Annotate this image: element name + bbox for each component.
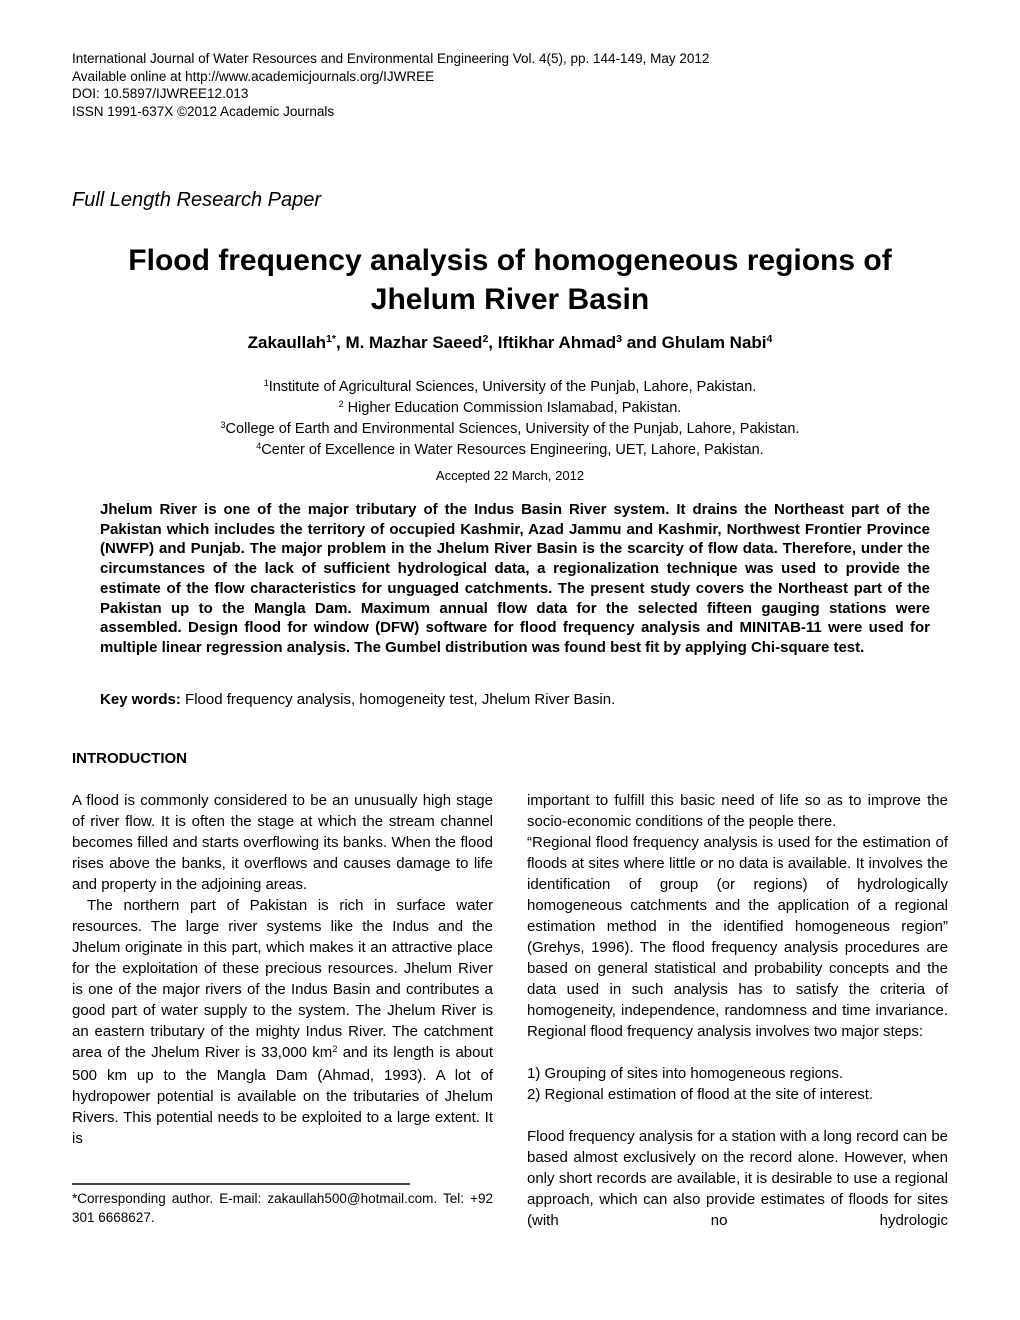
paragraph: “Regional flood frequency analysis is used for the estimation of floods at sites where little or no data is available. It involves the identification of group (or regions) of hydrologically homogeneous catchments and the application of a regional estimation method in the identified homogeneous region” (Grehys, 1996). The flood frequency analysis procedures are based on general statistical and probability concepts and the data used in such analysis has to satisfy the criteria of homogeneity, independence, randomness and time invariance. Regional flood frequency analysis involves two major steps:	[527, 834, 948, 1040]
keywords-label: Key words:	[100, 691, 181, 708]
superscript: 2	[332, 1043, 338, 1054]
journal-header-url: Available online at http://www.academicjournals.org/IJWREE	[72, 68, 435, 84]
right-column	[527, 790, 948, 1231]
article-title-line2: Jhelum River Basin	[370, 283, 650, 316]
affiliation-marker: 3	[220, 420, 226, 431]
affiliation-marker: 1	[263, 378, 269, 389]
paragraph	[72, 895, 493, 1149]
keywords-line	[100, 691, 930, 708]
paragraph-text: The northern part of Pakistan is rich in surface water resources. The large river systems like the Indus and the Jhelum originate in this part, which makes it an attractive place for the exploitation of these precious resources. Jhelum River is one of the major rivers of the Indus Basin and contributes a good part of water supply to the system. The Jhelum River is an eastern tributary of the mighty Indus River. The catchment area of the Jhelum River is 33,000 km	[72, 897, 493, 1061]
paragraph-text: and its length is about 500 km up to the Mangla Dam (Ahmad, 1993). A lot of hydropower potential is available on the tributaries of Jhelum Rivers. This potential needs to be exploited to a large extent. It is	[72, 1044, 493, 1147]
list-item: 1) Grouping of sites into homogeneous regions.	[527, 1065, 844, 1082]
affiliation-text: College of Earth and Environmental Sciences, University of the Punjab, Lahore, Pakistan.	[225, 421, 800, 437]
affiliation	[72, 419, 948, 440]
paragraph: A flood is commonly considered to be an unusually high stage of river flow. It is often the stage at which the stream channel becomes filled and starts overflowing its banks. When the flood rises above the banks, it overflows and causes damage to life and property in the adjoining areas.	[72, 792, 493, 893]
affiliation-text: Higher Education Commission Islamabad, Pakistan.	[343, 400, 682, 416]
footnote-rule	[72, 1183, 410, 1185]
author-affiliation-marker: 2	[482, 333, 489, 346]
abstract-text: Jhelum River is one of the major tributary of the Indus Basin River system. It drains the Northeast part of the Pakistan which includes the territory of occupied Kashmir, Azad Jammu and Kashmir, Northwest Frontier Province (NWFP) and Punjab. The major problem in the Jhelum River Basin is the scarcity of flow data. Therefore, under the circumstances of the lack of sufficient hydrological data, a regionalization technique was used to provide the estimate of the flow characteristics for unguaged catchments. The present study covers the Northeast part of the Pakistan up to the Mangla Dam. Maximum annual flow data for the selected fifteen gauging stations were assembled. Design flood for window (DFW) software for flood frequency analysis and MINITAB-11 were used for multiple linear regression analysis. The Gumbel distribution was found best fit by applying Chi-square test.	[100, 501, 930, 656]
affiliation	[72, 440, 948, 461]
author-name: , Iftikhar Ahmad	[488, 333, 617, 352]
footnote-text: *Corresponding author. E-mail: zakaullah500@hotmail.com. Tel: +92 301 6668627.	[72, 1191, 493, 1225]
accepted-date: Accepted 22 March, 2012	[435, 468, 585, 483]
journal-header-issn: ISSN 1991-637X ©2012 Academic Journals	[72, 103, 335, 119]
body-columns	[72, 790, 948, 1231]
corresponding-author-footnote	[72, 1183, 493, 1227]
list-item: 2) Regional estimation of flood at the site of interest.	[527, 1086, 874, 1103]
affiliation-marker: 2	[338, 399, 344, 410]
journal-header	[72, 50, 948, 120]
author-affiliation-marker: 3	[616, 333, 622, 346]
affiliation-text: Institute of Agricultural Sciences, University of the Punjab, Lahore, Pakistan.	[268, 379, 757, 395]
article-title	[72, 241, 948, 319]
authors-line	[72, 333, 948, 353]
affiliation	[72, 377, 948, 398]
keywords-text: Flood frequency analysis, homogeneity test, Jhelum River Basin.	[180, 691, 616, 708]
journal-header-doi: DOI: 10.5897/IJWREE12.013	[72, 86, 249, 101]
author-name: Zakaullah	[247, 333, 327, 352]
affiliation-marker: 4	[256, 441, 262, 452]
affiliation	[72, 398, 948, 419]
article-type-label: Full Length Research Paper	[72, 189, 322, 211]
affiliations-block	[72, 377, 948, 461]
introduction-heading: INTRODUCTION	[72, 750, 187, 767]
author-affiliation-marker: 4	[766, 333, 773, 346]
paragraph: important to fulfill this basic need of life so as to improve the socio-economic conditions of the people there.	[527, 792, 948, 830]
article-title-line1: Flood frequency analysis of homogeneous regions of	[128, 244, 892, 277]
author-name: , M. Mazhar Saeed	[336, 333, 483, 352]
paragraph: Flood frequency analysis for a station with a long record can be based almost exclusively on the record alone. However, when only short records are available, it is desirable to use a regional approach, which can also provide estimates of floods for sites (with no hydrologic	[527, 1128, 948, 1229]
author-name: and Ghulam Nabi	[622, 333, 767, 352]
affiliation-text: Center of Excellence in Water Resources Engineering, UET, Lahore, Pakistan.	[261, 442, 764, 458]
left-column	[72, 790, 493, 1231]
author-affiliation-marker: 1*	[326, 333, 336, 346]
journal-header-citation: International Journal of Water Resources and Environmental Engineering Vol. 4(5), pp. 144-149, May 2012	[72, 51, 710, 66]
